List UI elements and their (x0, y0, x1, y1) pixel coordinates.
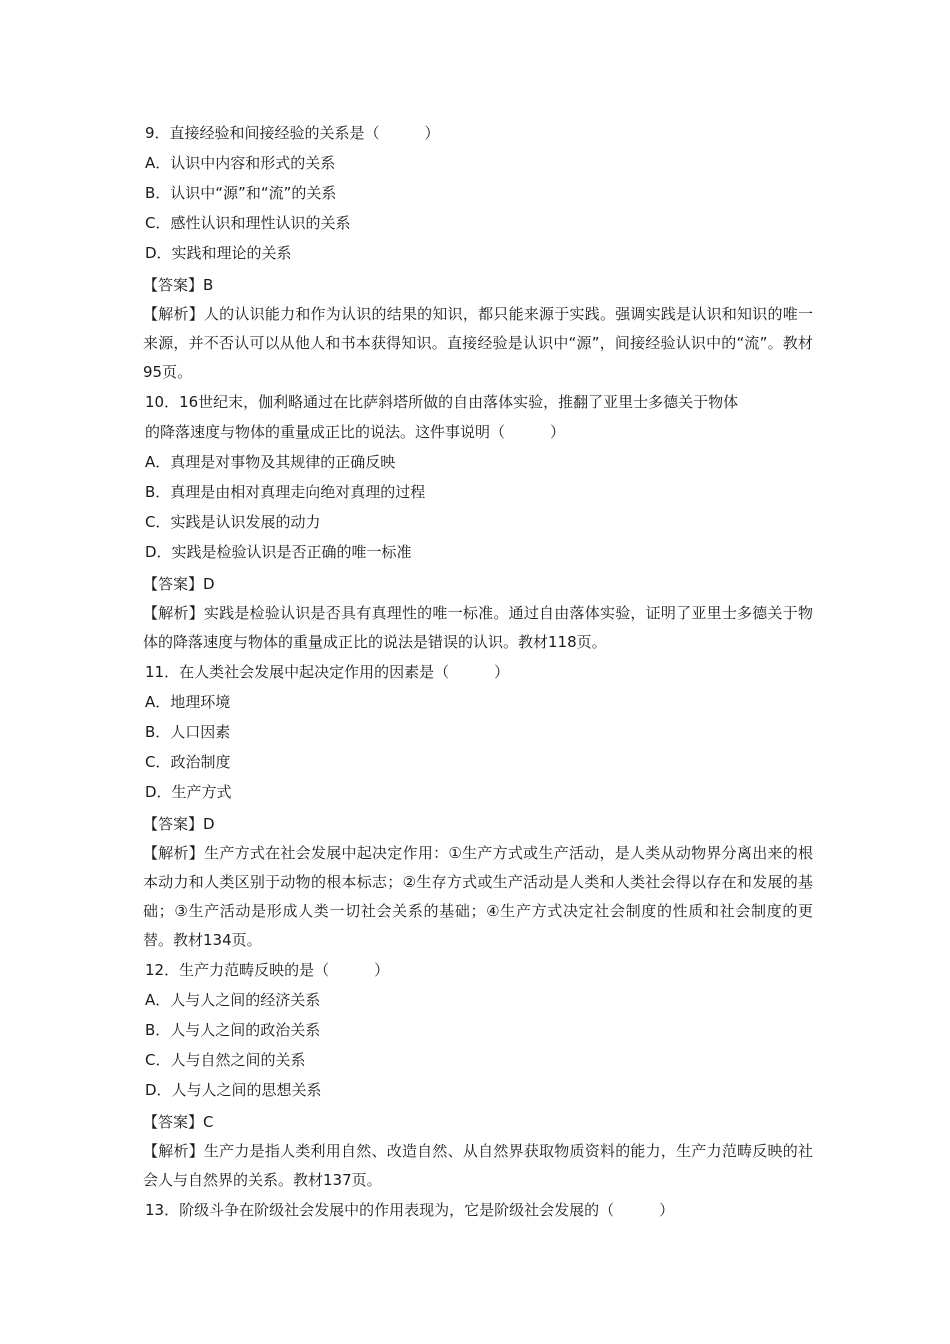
answer: 【答案】D (143, 815, 215, 833)
option-c: C．感性认识和理性认识的关系 (145, 214, 351, 232)
question-13 (145, 1195, 813, 1225)
option-a: A．认识中内容和形式的关系 (145, 154, 336, 172)
question-10 (145, 387, 813, 657)
option-d: D．实践和理论的关系 (145, 244, 292, 262)
answer: 【答案】D (143, 575, 215, 593)
answer: 【答案】B (143, 276, 214, 294)
question-stem: 9．直接经验和间接经验的关系是（ ） (145, 124, 440, 142)
option-b: B．人口因素 (145, 723, 231, 741)
option-a: A．真理是对事物及其规律的正确反映 (145, 453, 396, 471)
question-12 (145, 955, 813, 1195)
question-stem-line-1: 10．16世纪末，伽利略通过在比萨斜塔所做的自由落体实验，推翻了亚里士多德关于物体 (145, 393, 739, 411)
question-stem: 11．在人类社会发展中起决定作用的因素是（ ） (145, 663, 510, 681)
question-stem: 13．阶级斗争在阶级社会发展中的作用表现为，它是阶级社会发展的（ ） (145, 1201, 675, 1219)
option-c: C．政治制度 (145, 753, 231, 771)
question-stem-line-2: 的降落速度与物体的重量成正比的说法。这件事说明（ ） (145, 423, 566, 441)
option-b: B．真理是由相对真理走向绝对真理的过程 (145, 483, 426, 501)
option-b: B．人与人之间的政治关系 (145, 1021, 321, 1039)
question-11 (145, 657, 813, 955)
question-stem: 12．生产力范畴反映的是（ ） (145, 961, 390, 979)
option-d: D．生产方式 (145, 783, 232, 801)
analysis: 【解析】生产方式在社会发展中起决定作用：①生产方式或生产活动，是人类从动物界分离出来的根本动力和人类区别于动物的根本标志；②生存方式或生产活动是人类和人类社会得以存在和发展的基础；③生产活动是形成人类一切社会关系的基础；④生产方式决定社会制度的性质和社会制度的更替。教材134页。 (143, 844, 813, 949)
option-a: A．人与人之间的经济关系 (145, 991, 321, 1009)
analysis: 【解析】生产力是指人类利用自然、改造自然、从自然界获取物质资料的能力，生产力范畴反映的社会人与自然界的关系。教材137页。 (143, 1142, 813, 1189)
option-c: C．实践是认识发展的动力 (145, 513, 321, 531)
option-c: C．人与自然之间的关系 (145, 1051, 306, 1069)
question-list (145, 118, 813, 1225)
option-d: D．实践是检验认识是否正确的唯一标准 (145, 543, 412, 561)
option-d: D．人与人之间的思想关系 (145, 1081, 322, 1099)
question-9 (145, 118, 813, 387)
option-b: B．认识中“源”和“流”的关系 (145, 184, 337, 202)
analysis: 【解析】人的认识能力和作为认识的结果的知识，都只能来源于实践。强调实践是认识和知识的唯一来源，并不否认可以从他人和书本获得知识。直接经验是认识中“源”，间接经验认识中的“流”。教材95页。 (143, 305, 813, 381)
option-a: A．地理环境 (145, 693, 231, 711)
answer: 【答案】C (143, 1113, 214, 1131)
analysis: 【解析】实践是检验认识是否具有真理性的唯一标准。通过自由落体实验，证明了亚里士多德关于物体的降落速度与物体的重量成正比的说法是错误的认识。教材118页。 (143, 604, 813, 651)
